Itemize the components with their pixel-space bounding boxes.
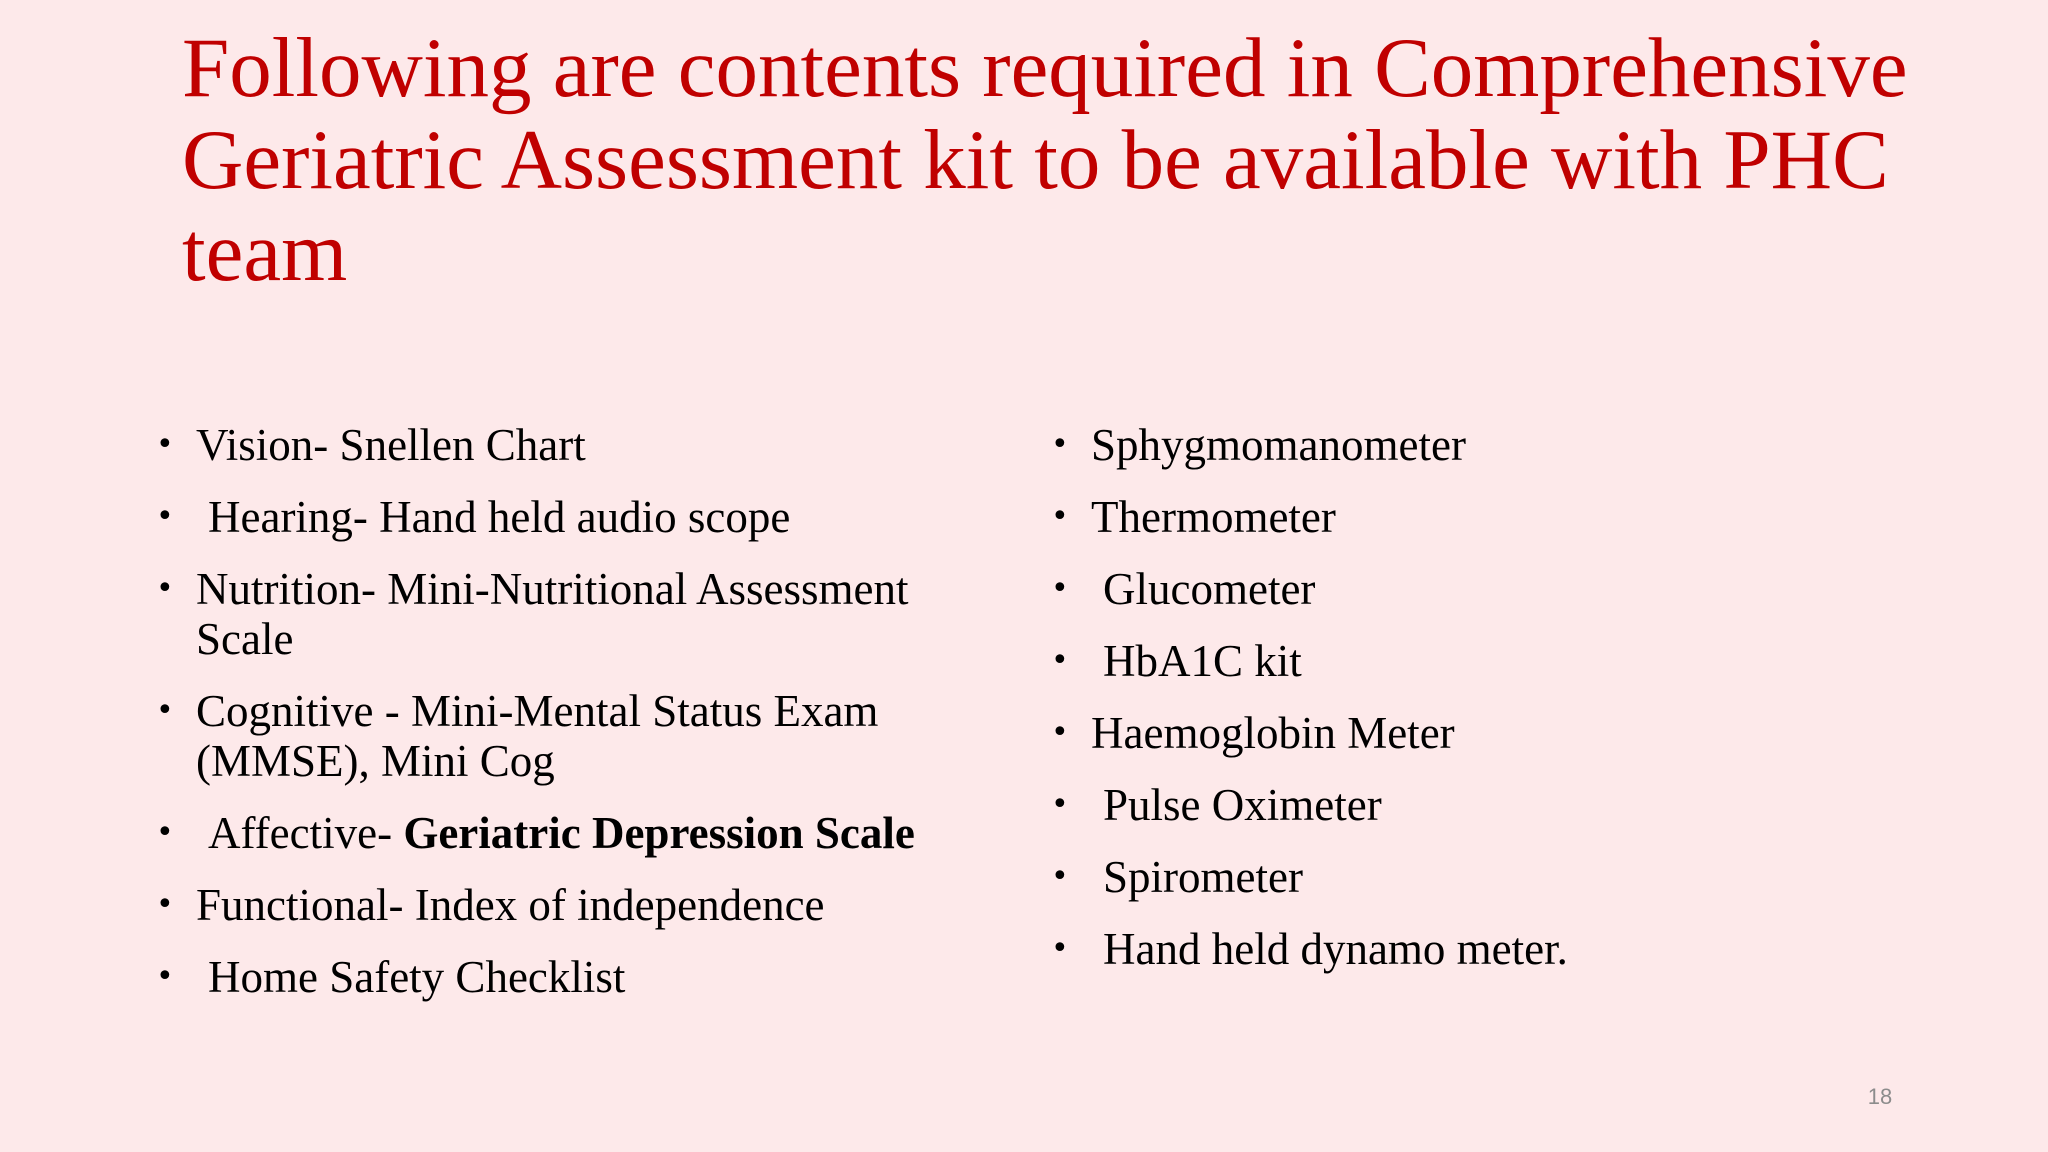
- list-item-bold-text: Geriatric Depression Scale: [403, 808, 915, 858]
- list-item-text: Hearing- Hand held audio scope: [208, 492, 791, 542]
- bullet-icon: •: [1051, 643, 1069, 678]
- page-number: 18: [1867, 1084, 1893, 1109]
- list-item-text: Vision- Snellen Chart: [196, 420, 586, 470]
- bullet-icon: •: [1051, 715, 1069, 750]
- list-item-text: Pulse Oximeter: [1103, 780, 1382, 830]
- list-item-home-safety: [156, 952, 976, 1002]
- list-item-sphygmomanometer: [1051, 420, 1951, 470]
- list-item-pulse-oximeter: [1051, 780, 1951, 830]
- list-item-text: Home Safety Checklist: [208, 952, 626, 1002]
- list-item-text: Cognitive - Mini-Mental Status Exam (MMSE), Mini Cog: [196, 686, 879, 786]
- bullet-icon: •: [156, 427, 174, 462]
- bullet-icon: •: [1051, 427, 1069, 462]
- bullet-icon: •: [156, 959, 174, 994]
- list-item-haemoglobin-meter: [1051, 708, 1951, 758]
- list-item-hearing: [156, 492, 976, 542]
- list-item-cognitive: [156, 686, 976, 786]
- list-item-text: Thermometer: [1091, 492, 1336, 542]
- bullet-icon: •: [156, 571, 174, 606]
- list-item-prefix: Affective-: [208, 808, 404, 858]
- list-item-text: Hand held dynamo meter.: [1103, 924, 1568, 974]
- list-item-text: Haemoglobin Meter: [1091, 708, 1455, 758]
- bullet-icon: •: [1051, 499, 1069, 534]
- left-bullet-list: [156, 420, 976, 1024]
- list-item-text: Nutrition- Mini-Nutritional Assessment Scale: [196, 564, 909, 664]
- bullet-icon: •: [1051, 931, 1069, 966]
- list-item-functional: [156, 880, 976, 930]
- list-item-text: Glucometer: [1103, 564, 1316, 614]
- list-item-text: Sphygmomanometer: [1091, 420, 1466, 470]
- list-item-thermometer: [1051, 492, 1951, 542]
- slide-title: Following are contents required in Comprehensive Geriatric Assessment kit to be available with PHC team: [182, 21, 1908, 299]
- bullet-icon: •: [156, 499, 174, 534]
- bullet-icon: •: [156, 693, 174, 728]
- bullet-icon: •: [156, 815, 174, 850]
- bullet-icon: •: [156, 887, 174, 922]
- list-item-text: Functional- Index of independence: [196, 880, 825, 930]
- bullet-icon: •: [1051, 787, 1069, 822]
- bullet-icon: •: [1051, 571, 1069, 606]
- list-item-spirometer: [1051, 852, 1951, 902]
- bullet-icon: •: [1051, 859, 1069, 894]
- list-item-text: HbA1C kit: [1103, 636, 1302, 686]
- list-item-hba1c-kit: [1051, 636, 1951, 686]
- list-item-affective: [156, 808, 976, 858]
- right-bullet-list: [1051, 420, 1951, 996]
- list-item-dynamo-meter: [1051, 924, 1951, 974]
- list-item-text: [196, 808, 915, 858]
- list-item-glucometer: [1051, 564, 1951, 614]
- list-item-nutrition: [156, 564, 976, 664]
- list-item-vision: [156, 420, 976, 470]
- list-item-text: Spirometer: [1103, 852, 1303, 902]
